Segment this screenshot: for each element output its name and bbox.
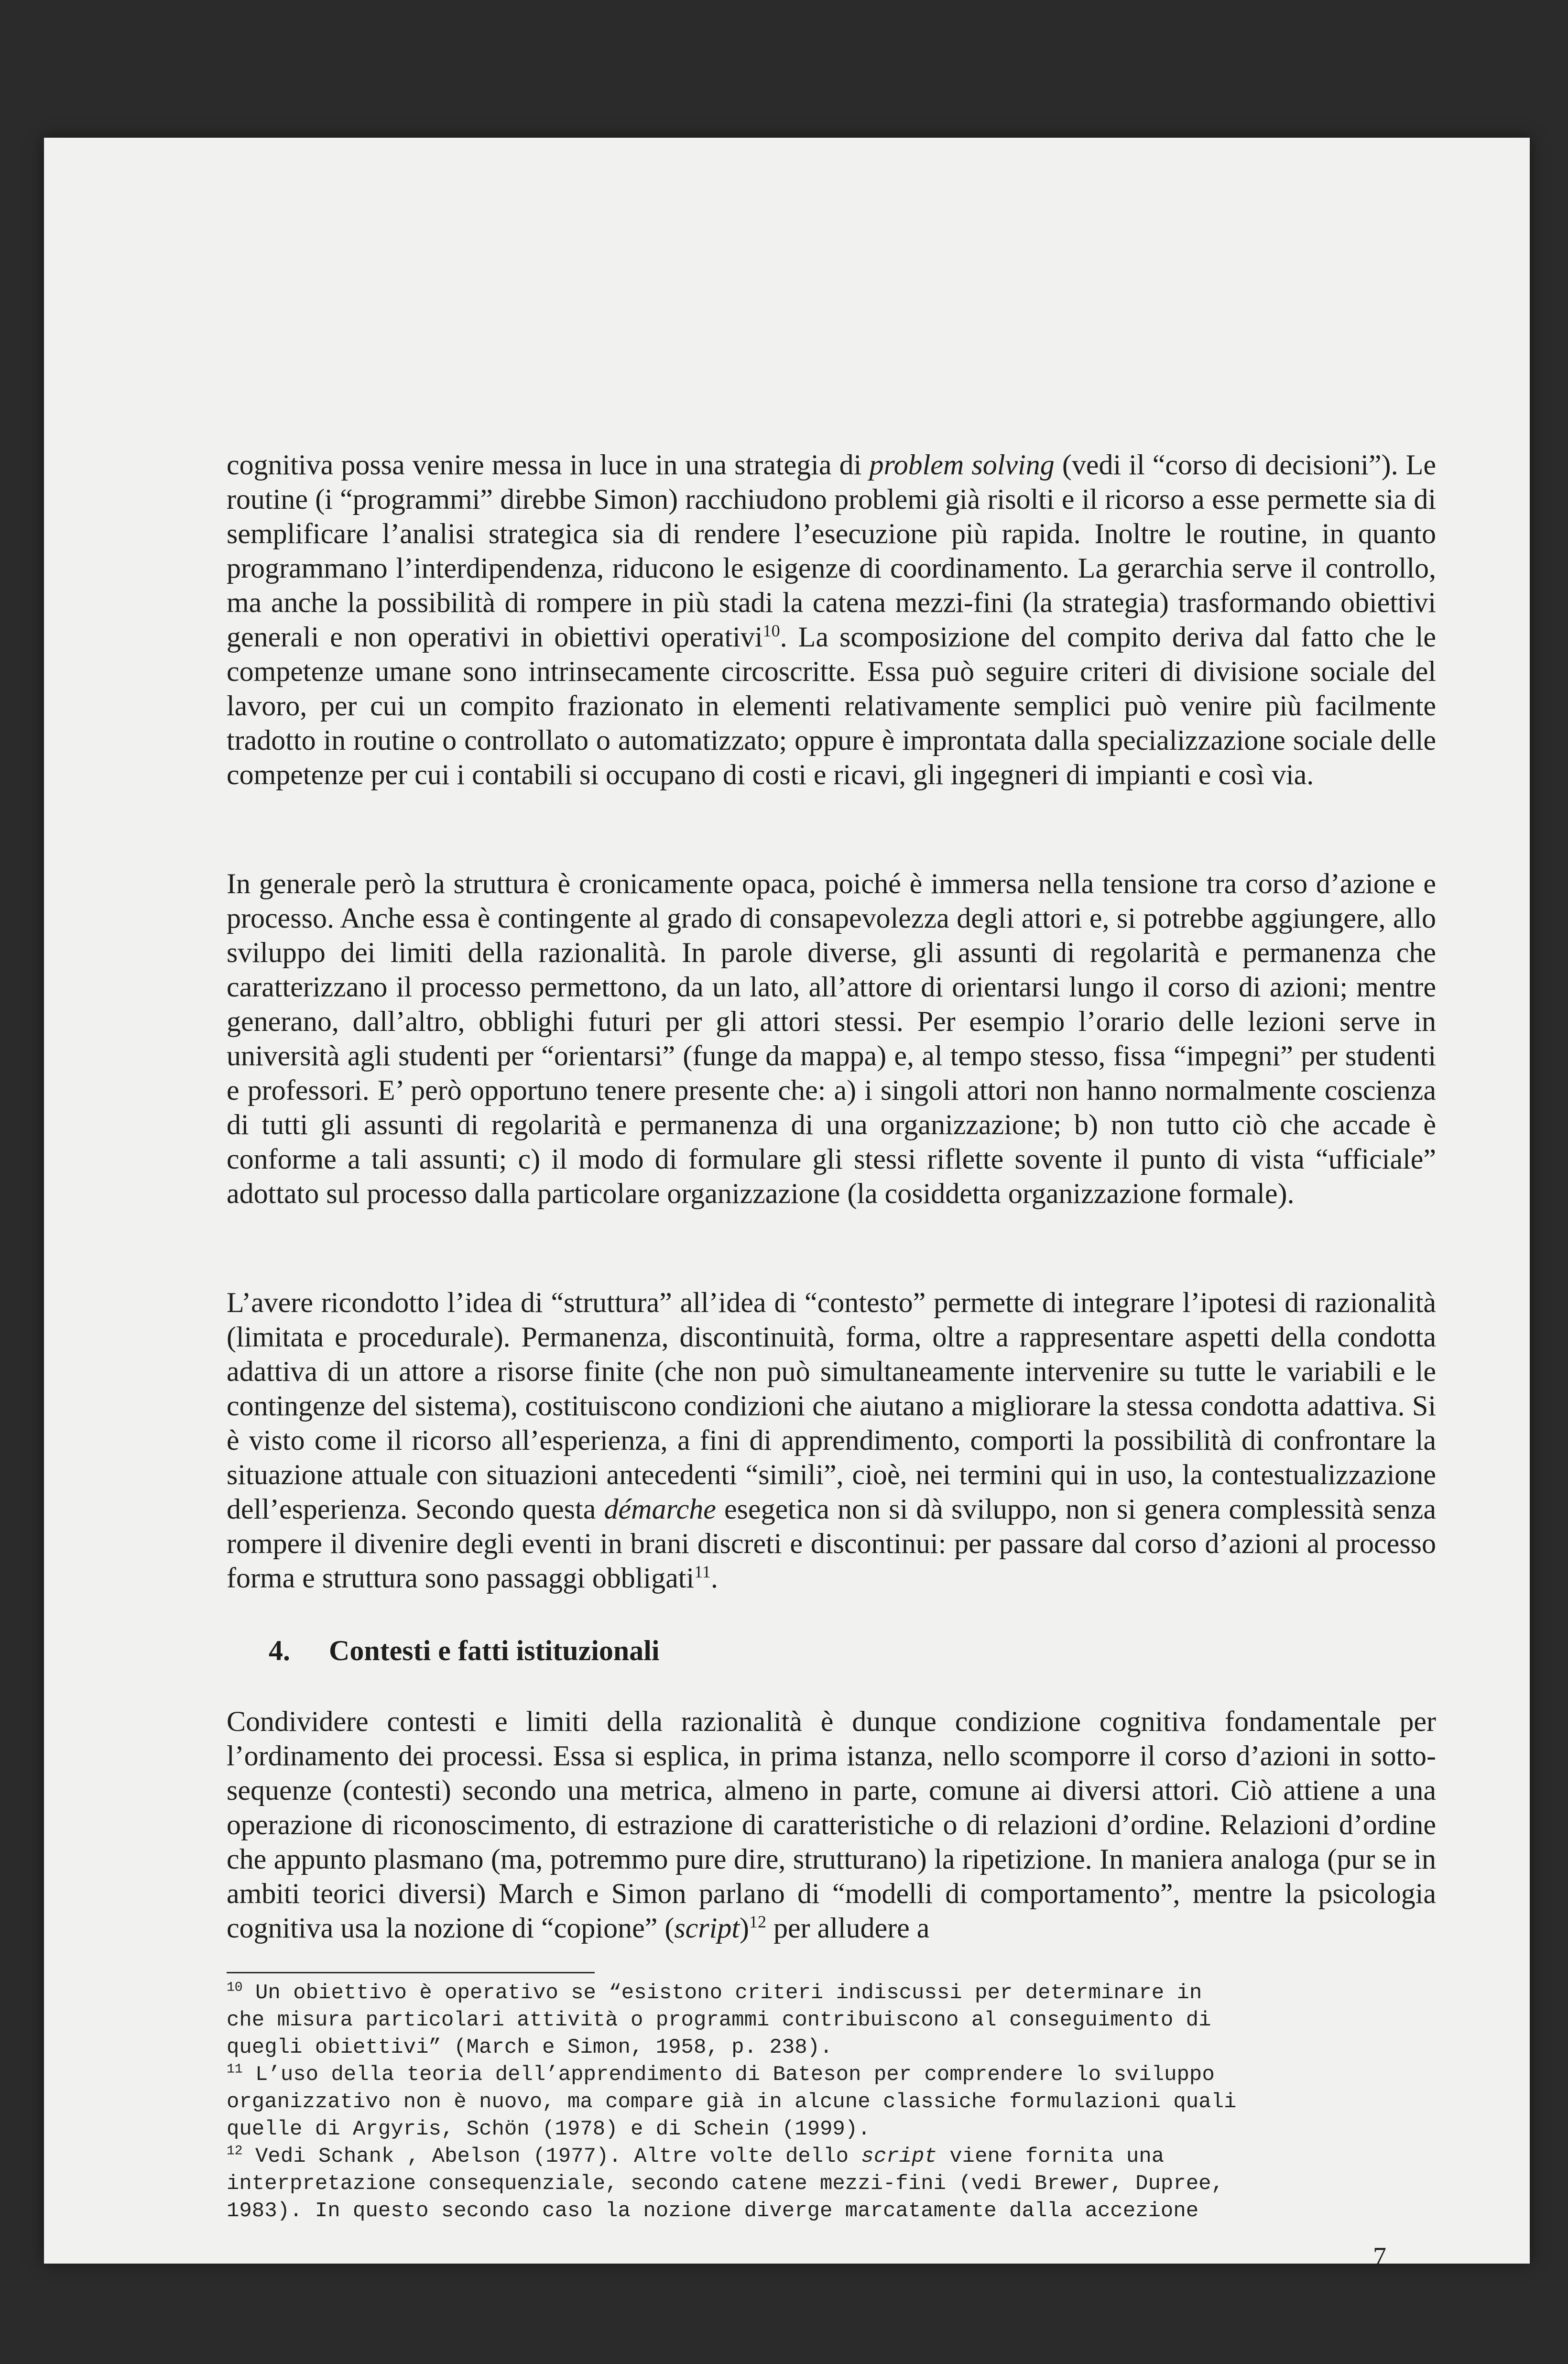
footnote-divider	[227, 1972, 595, 1973]
p2-text: In generale però la struttura è cronicamente opaca, poiché è immersa nella tensione tra corso d’azione e processo. Anche essa è contingente al grado di consapevolezza degli attori e, si potrebbe aggiungere, allo sviluppo dei limiti della razionalità. In parole diverse, gli assunti di regolarità e permanenza che caratterizzano il processo permettono, da un lato, all’attore di orientarsi lungo il corso di azioni; mentre generano, dall’altro, obblighi futuri per gli attori stessi. Per esempio l’orario delle lezioni serve in università agli studenti per “orientarsi” (funge da mappa) e, al tempo stesso, fissa “impegni” per studenti e professori. E’ però opportuno tenere presente che: a) i singoli attori non hanno normalmente coscienza di tutti gli assunti di regolarità e permanenza di una organizzazione; b) non tutto ciò che accade è conforme a tali assunti; c) il modo di formulare gli stessi riflette sovente il punto di vista “ufficiale” adottato sul processo dalla particolare organizzazione (la cosiddetta organizzazione formale).	[227, 868, 1436, 1209]
section-heading	[269, 1633, 660, 1668]
footnote-text: Un obiettivo è operativo se “esistono criteri indiscussi per determinare in che misura particolari attività o programmi contribuiscono al conseguimento di quegli obiettivi” (March e Simon, 1958, p. 238).	[227, 1981, 1211, 2059]
footnote-11	[227, 2061, 1436, 2143]
page-number: 7	[1373, 2242, 1386, 2272]
footnote-number: 12	[227, 2144, 243, 2159]
footnote-ref-12[interactable]: 12	[749, 1912, 766, 1931]
p1-text-a: cognitiva possa venire messa in luce in una strategia di	[227, 449, 870, 481]
paragraph-4	[227, 1704, 1436, 1945]
p4-text-a: Condividere contesti e limiti della razionalità è dunque condizione cognitiva fondamentale per l’ordinamento dei processi. Essa si esplica, in prima istanza, nello scomporre il corso d’azioni in sotto-sequenze (contesti) secondo una metrica, almeno in parte, comune ai diversi attori. Ciò attiene a una operazione di riconoscimento, di estrazione di caratteristiche o di relazioni d’ordine. Relazioni d’ordine che appunto plasmano (ma, potremmo pure dire, strutturano) la ripetizione. In maniera analoga (pur se in ambiti teorici diversi) March e Simon parlano di “modelli di comportamento”, mentre la psicologia cognitiva usa la nozione di “copione” (	[227, 1706, 1436, 1944]
p1-text-d: . La scomposizione del compito deriva dal fatto che le competenze umane sono intrinsecamente circoscritte. Essa può seguire criteri di divisione sociale del lavoro, per cui un compito frazionato in elementi relativamente semplici può venire più facilmente tradotto in routine o controllato o automatizzato; oppure è improntata dalla specializzazione sociale delle competenze per cui i contabili si occupano di costi e ricavi, gli ingegneri di impianti e così via.	[227, 621, 1436, 790]
p3-italic-demarche: démarche	[604, 1493, 716, 1525]
footnotes	[227, 1980, 1436, 2225]
footnote-text-a: Vedi Schank , Abelson (1977). Altre volte dello	[242, 2145, 861, 2168]
paragraph-1	[227, 448, 1436, 792]
p4-italic-script: script	[674, 1912, 740, 1944]
footnote-ref-11[interactable]: 11	[694, 1562, 711, 1581]
footnote-italic-script: script	[861, 2145, 937, 2168]
footnote-10	[227, 1980, 1436, 2061]
footnote-ref-10[interactable]: 10	[762, 621, 780, 640]
p3-text-c: esegetica non si dà sviluppo, non si genera complessità senza rompere il divenire degli eventi in brani discreti e discontinui: per passare dal corso d’azioni al processo forma e struttura sono passaggi obbligati	[227, 1493, 1436, 1594]
p4-text-c: )	[740, 1912, 749, 1944]
footnote-12	[227, 2143, 1436, 2225]
paragraph-3	[227, 1285, 1436, 1595]
document-page	[44, 138, 1530, 2272]
footnote-number: 11	[227, 2062, 243, 2077]
p1-text-c: (vedi il “corso di decisioni”). Le routine (i “programmi” direbbe Simon) racchiudono problemi già risolti e il ricorso a esse permette sia di semplificare l’analisi strategica sia di rendere l’esecuzione più rapida. Inoltre le routine, in quanto programmano l’interdipendenza, riducono le esigenze di coordinamento. La gerarchia serve il controllo, ma anche la possibilità di rompere in più stadi la catena mezzi-fini (la strategia) trasformando obiettivi generali e non operativi in obiettivi operativi	[227, 449, 1437, 653]
footnote-text: L’uso della teoria dell’apprendimento di Bateson per comprendere lo sviluppo organizzativo non è nuovo, ma compare già in alcune classiche formulazioni quali quelle di Argyris, Schön (1978) e di Schein (1999).	[227, 2063, 1237, 2141]
p3-text-d: .	[710, 1562, 718, 1594]
p1-italic-problem-solving: problem solving	[869, 449, 1055, 481]
section-number: 4.	[269, 1635, 290, 1666]
p3-text-a: L’avere ricondotto l’idea di “struttura” all’idea di “contesto” permette di integrare l’ipotesi di razionalità (limitata e procedurale). Permanenza, discontinuità, forma, oltre a rappresentare aspetti della condotta adattiva di un attore a risorse finite (che non può simultaneamente intervenire su tutte le variabili e le contingenze del sistema), costituiscono condizioni che aiutano a migliorare la stessa condotta adattiva. Si è visto come il ricorso all’esperienza, a fini di apprendimento, comporti la possibilità di confrontare la situazione attuale con situazioni antecedenti “simili”, cioè, nei termini qui in uso, la contestualizzazione dell’esperienza. Secondo questa	[227, 1287, 1436, 1525]
section-title: Contesti e fatti istituzionali	[329, 1635, 660, 1666]
footnote-text-b: viene fornita una interpretazione consequenziale, secondo catene mezzi-fini (vedi Brewer, Dupree, 1983). In questo secondo caso la nozione diverge marcatamente dalla accezione	[227, 2145, 1224, 2223]
footnote-number: 10	[227, 1980, 243, 1995]
p4-text-d: per alludere a	[766, 1912, 930, 1944]
paragraph-2	[227, 866, 1436, 1211]
